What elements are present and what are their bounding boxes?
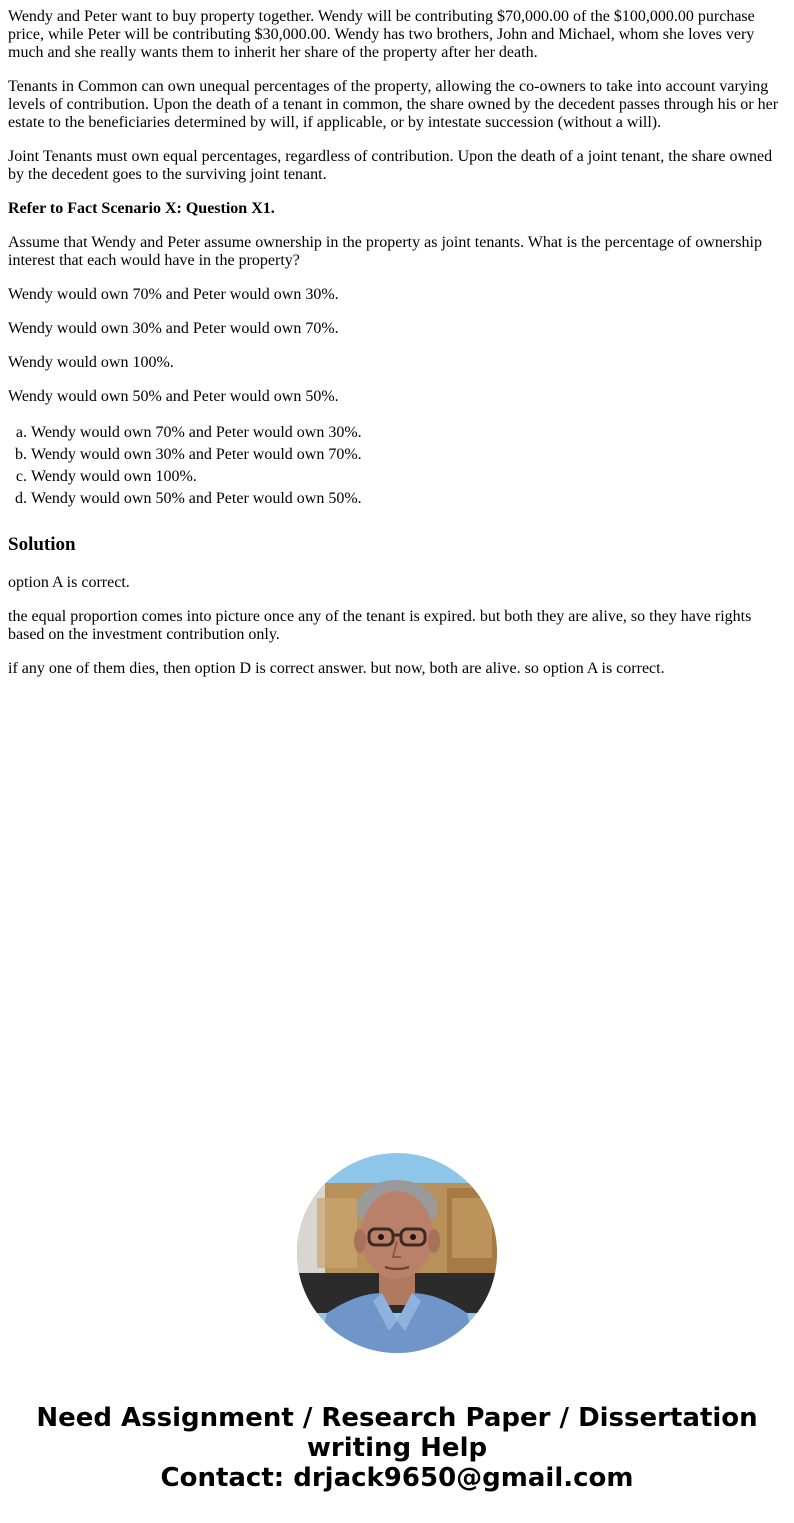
option-text-4: Wendy would own 50% and Peter would own 50%. xyxy=(8,388,339,405)
document-body xyxy=(8,8,786,694)
answer-choices-list xyxy=(8,422,786,510)
solution-paragraph-3: if any one of them dies, then option D is correct answer. but now, both are alive. so option A is correct. xyxy=(8,660,665,677)
solution-paragraph-2: the equal proportion comes into picture once any of the tenant is expired. but both they are alive, so they have rights based on the investment contribution only. xyxy=(8,608,752,643)
answer-choice-d: d. Wendy would own 50% and Peter would own 50%. xyxy=(31,488,786,510)
answer-choice-a: a. Wendy would own 70% and Peter would own 30%. xyxy=(31,422,786,444)
promo-line-2: writing Help xyxy=(306,1433,488,1463)
answer-choice-c: c. Wendy would own 100%. xyxy=(31,466,786,488)
promo-contact-line: Contact: drjack9650@gmail.com xyxy=(160,1463,634,1493)
question-prompt: Assume that Wendy and Peter assume ownership in the property as joint tenants. What is the percentage of ownership interest that each would have in the property? xyxy=(8,234,762,269)
promo-banner xyxy=(0,1403,794,1493)
answer-choice-b: b. Wendy would own 30% and Peter would own 70%. xyxy=(31,444,786,466)
promo-line-1: Need Assignment / Research Paper / Dissertation xyxy=(36,1403,758,1433)
question-reference: Refer to Fact Scenario X: Question X1. xyxy=(8,200,275,217)
option-text-3: Wendy would own 100%. xyxy=(8,354,174,371)
scenario-paragraph-2: Tenants in Common can own unequal percentages of the property, allowing the co-owners to take into account varying levels of contribution. Upon the death of a tenant in common, the share owned by the decedent passes through his or her estate to the beneficiaries determined by will, if applicable, or by intestate succession (without a will). xyxy=(8,78,779,131)
solution-heading: Solution xyxy=(8,534,76,555)
avatar xyxy=(297,1153,497,1353)
solution-paragraph-1: option A is correct. xyxy=(8,574,130,591)
scenario-paragraph-1: Wendy and Peter want to buy property together. Wendy will be contributing $70,000.00 of the $100,000.00 purchase price, while Peter will be contributing $30,000.00. Wendy has two brothers, John and Michael, whom she loves very much and she really wants them to inherit her share of the property after her death. xyxy=(8,8,755,61)
avatar-portrait-image xyxy=(297,1153,497,1353)
option-text-1: Wendy would own 70% and Peter would own 30%. xyxy=(8,286,339,303)
option-text-2: Wendy would own 30% and Peter would own 70%. xyxy=(8,320,339,337)
scenario-paragraph-3: Joint Tenants must own equal percentages, regardless of contribution. Upon the death of a joint tenant, the share owned by the decedent goes to the surviving joint tenant. xyxy=(8,148,773,183)
